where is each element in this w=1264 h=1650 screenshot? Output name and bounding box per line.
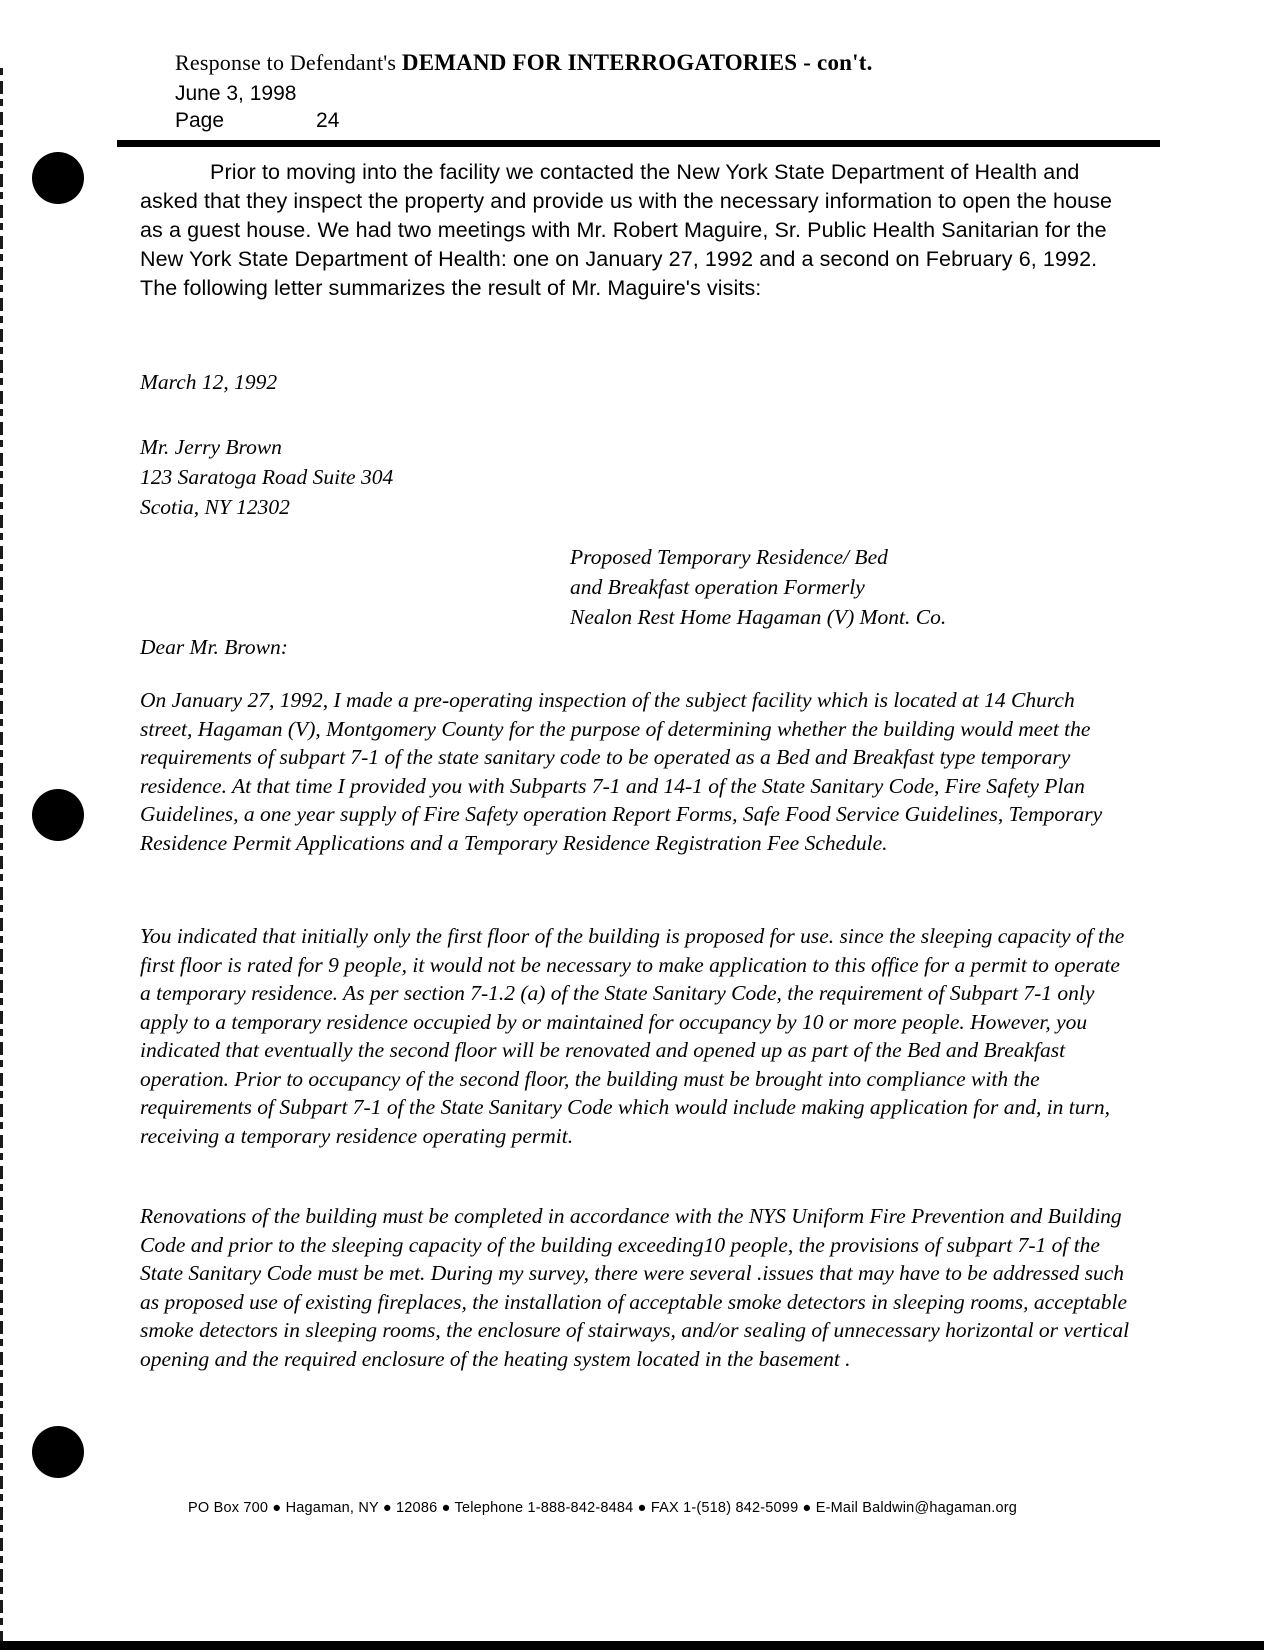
subject-line: Proposed Temporary Residence/ Bed	[570, 545, 888, 569]
title-bold: DEMAND FOR INTERROGATORIES - con't.	[401, 50, 873, 75]
salutation: Dear Mr. Brown:	[140, 635, 288, 659]
letterhead-footer: PO Box 700 ● Hagaman, NY ● 12086 ● Telephone 1-888-842-8484 ● FAX 1-(518) 842-5099 ● E-Mail Baldwin@hagaman.org	[188, 1500, 1018, 1516]
hole-punch-mark	[32, 789, 84, 841]
subject-block	[570, 542, 946, 632]
recipient-street: 123 Saratoga Road Suite 304	[140, 465, 394, 489]
letter-paragraph: Renovations of the building must be completed in accordance with the NYS Uniform Fire Prevention and Building Code and prior to the sleeping capacity of the building exceeding10 people, the provisions of subpart 7-1 of the State Sanitary Code must be met. During my survey, there were several .issues that may have to be addressed such as proposed use of existing fireplaces, the installation of acceptable smoke detectors in sleeping rooms, acceptable smoke detectors in sleeping rooms, the enclosure of stairways, and/or sealing of unnecessary horizontal or vertical opening and the required enclosure of the heating system located in the basement .	[140, 1204, 1130, 1371]
letter-date: March 12, 1992	[140, 370, 278, 394]
document-header	[175, 50, 873, 134]
letter-paragraph: On January 27, 1992, I made a pre-operating inspection of the subject facility which is located at 14 Church street, Hagaman (V), Montgomery County for the purpose of determining whether the building would meet the requirements of subpart 7-1 of the state sanitary code to be operated as a Bed and Breakfast type temporary residence. At that time I provided you with Subparts 7-1 and 14-1 of the State Sanitary Code, Fire Safety Plan Guidelines, a one year supply of Fire Safety operation Report Forms, Safe Food Service Guidelines, Temporary Residence Permit Applications and a Temporary Residence Registration Fee Schedule.	[140, 688, 1103, 855]
intro-paragraph: Prior to moving into the facility we contacted the New York State Department of Health and asked that they inspect the property and provide us with the necessary information to open the house as a guest house. We had two meetings with Mr. Robert Maguire, Sr. Public Health Sanitarian for the New York State Department of Health: one on January 27, 1992 and a second on February 6, 1992. The following letter summarizes the result of Mr. Maguire's visits:	[140, 160, 1113, 300]
subject-line: and Breakfast operation Formerly	[570, 575, 865, 599]
scan-bottom-edge-artifact	[0, 1641, 1264, 1650]
recipient-name: Mr. Jerry Brown	[140, 435, 282, 459]
page-number: 24	[316, 109, 340, 132]
hole-punch-mark	[32, 1426, 84, 1478]
scan-left-edge-artifact	[0, 68, 3, 1650]
subject-line: Nealon Rest Home Hagaman (V) Mont. Co.	[570, 605, 947, 629]
page-label: Page	[175, 109, 225, 132]
header-divider	[117, 140, 1160, 147]
hole-punch-mark	[32, 152, 84, 204]
letter-paragraph: You indicated that initially only the first floor of the building is proposed for use. since the sleeping capacity of the first floor is rated for 9 people, it would not be necessary to make application to this office for a permit to operate a temporary residence. As per section 7-1.2 (a) of the State Sanitary Code, the requirement of Subpart 7-1 only apply to a temporary residence occupied by or maintained for occupancy by 10 or more people. However, you indicated that eventually the second floor will be renovated and opened up as part of the Bed and Breakfast operation. Prior to occupancy of the second floor, the building must be brought into compliance with the requirements of Subpart 7-1 of the State Sanitary Code which would include making application for and, in turn, receiving a temporary residence operating permit.	[140, 924, 1125, 1148]
recipient-address	[140, 432, 393, 522]
page-number-row	[175, 107, 873, 134]
document-date: June 3, 1998	[175, 82, 297, 105]
title-prefix: Response to Defendant's	[175, 50, 402, 75]
recipient-city: Scotia, NY 12302	[140, 495, 290, 519]
document-title	[175, 50, 873, 76]
